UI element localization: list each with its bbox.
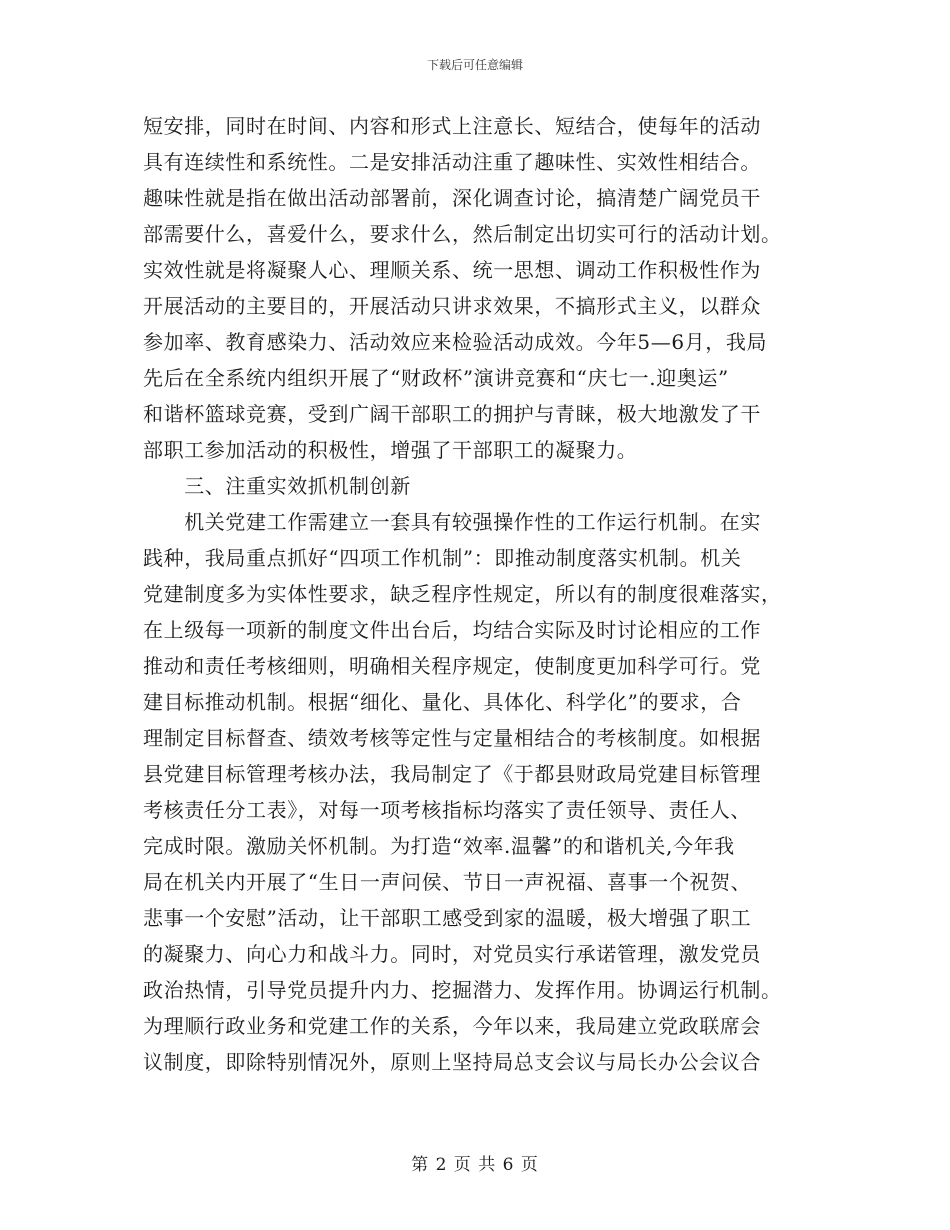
text-line: 的凝聚力、向心力和战斗力。同时，对党员实行承诺管理，激发党员 (143, 942, 761, 966)
text-line: 践种，我局重点抓好“四项工作机制”：即推动制度落实机制。机关 (143, 546, 742, 570)
text-line: 在上级每一项新的制度文件出台后，均结合实际及时讨论相应的工作 (143, 618, 761, 642)
text-line: 悲事一个安慰”活动，让干部职工感受到家的温暖，极大增强了职工 (143, 906, 752, 930)
text-line: 局在机关内开展了“生日一声问侯、节日一声祝福、喜事一个祝贺、 (143, 870, 752, 894)
section-heading: 三、注重实效抓机制创新 (143, 474, 411, 498)
document-body (143, 108, 823, 1080)
text-line: 部需要什么，喜爱什么，要求什么，然后制定出切实可行的活动计划。 (143, 222, 782, 246)
text-line: 具有连续性和系统性。二是安排活动注重了趣味性、实效性相结合。 (143, 150, 761, 174)
text-line: 和谐杯篮球竞赛，受到广阔干部职工的拥护与青睐，极大地激发了干 (143, 402, 761, 426)
text-line: 推动和责任考核细则，明确相关程序规定，使制度更加科学可行。党 (143, 654, 761, 678)
header-note: 下载后可任意编辑 (426, 58, 523, 72)
text-line: 理制定目标督查、绩效考核等定性与定量相结合的考核制度。如根据 (143, 726, 761, 750)
text-line: 建目标推动机制。根据“细化、量化、具体化、科学化”的要求，合 (143, 690, 742, 714)
text-line: 实效性就是将凝聚人心、理顺关系、统一思想、调动工作积极性作为 (143, 258, 761, 282)
text-line: 县党建目标管理考核办法，我局制定了《于都县财政局党建目标管理 (143, 762, 761, 786)
text-line: 考核责任分工表》，对每一项考核指标均落实了责任领导、责任人、 (143, 798, 751, 822)
text-line: 部职工参加活动的积极性，增强了干部职工的凝聚力。 (143, 438, 638, 462)
text-line: 开展活动的主要目的，开展活动只讲求效果，不搞形式主义，以群众 (143, 294, 761, 318)
text-line: 参加率、教育感染力、活动效应来检验活动成效。今年5—6月，我局 (143, 330, 768, 354)
text-line: 议制度，即除特别情况外，原则上坚持局总支会议与局长办公会议合 (143, 1050, 761, 1074)
text-line: 先后在全系统内组织开展了“财政杯”演讲竞赛和“庆七一.迎奥运” (143, 366, 729, 390)
text-line: 为理顺行政业务和党建工作的关系，今年以来，我局建立党政联席会 (143, 1014, 761, 1038)
text-line: 完成时限。激励关怀机制。为打造“效率.温馨”的和谐机关,今年我 (143, 834, 735, 858)
text-line: 党建制度多为实体性要求，缺乏程序性规定，所以有的制度很难落实， (143, 582, 782, 606)
text-line: 政治热情，引导党员提升内力、挖掘潜力、发挥作用。协调运行机制。 (143, 978, 782, 1002)
page-number: 第 2 页 共 6 页 (411, 1155, 539, 1175)
text-line: 机关党建工作需建立一套具有较强操作性的工作运行机制。在实 (143, 510, 761, 534)
text-line: 趣味性就是指在做出活动部署前，深化调查讨论，搞清楚广阔党员干 (143, 186, 761, 210)
text-line: 短安排，同时在时间、内容和形式上注意长、短结合，使每年的活动 (143, 114, 761, 138)
